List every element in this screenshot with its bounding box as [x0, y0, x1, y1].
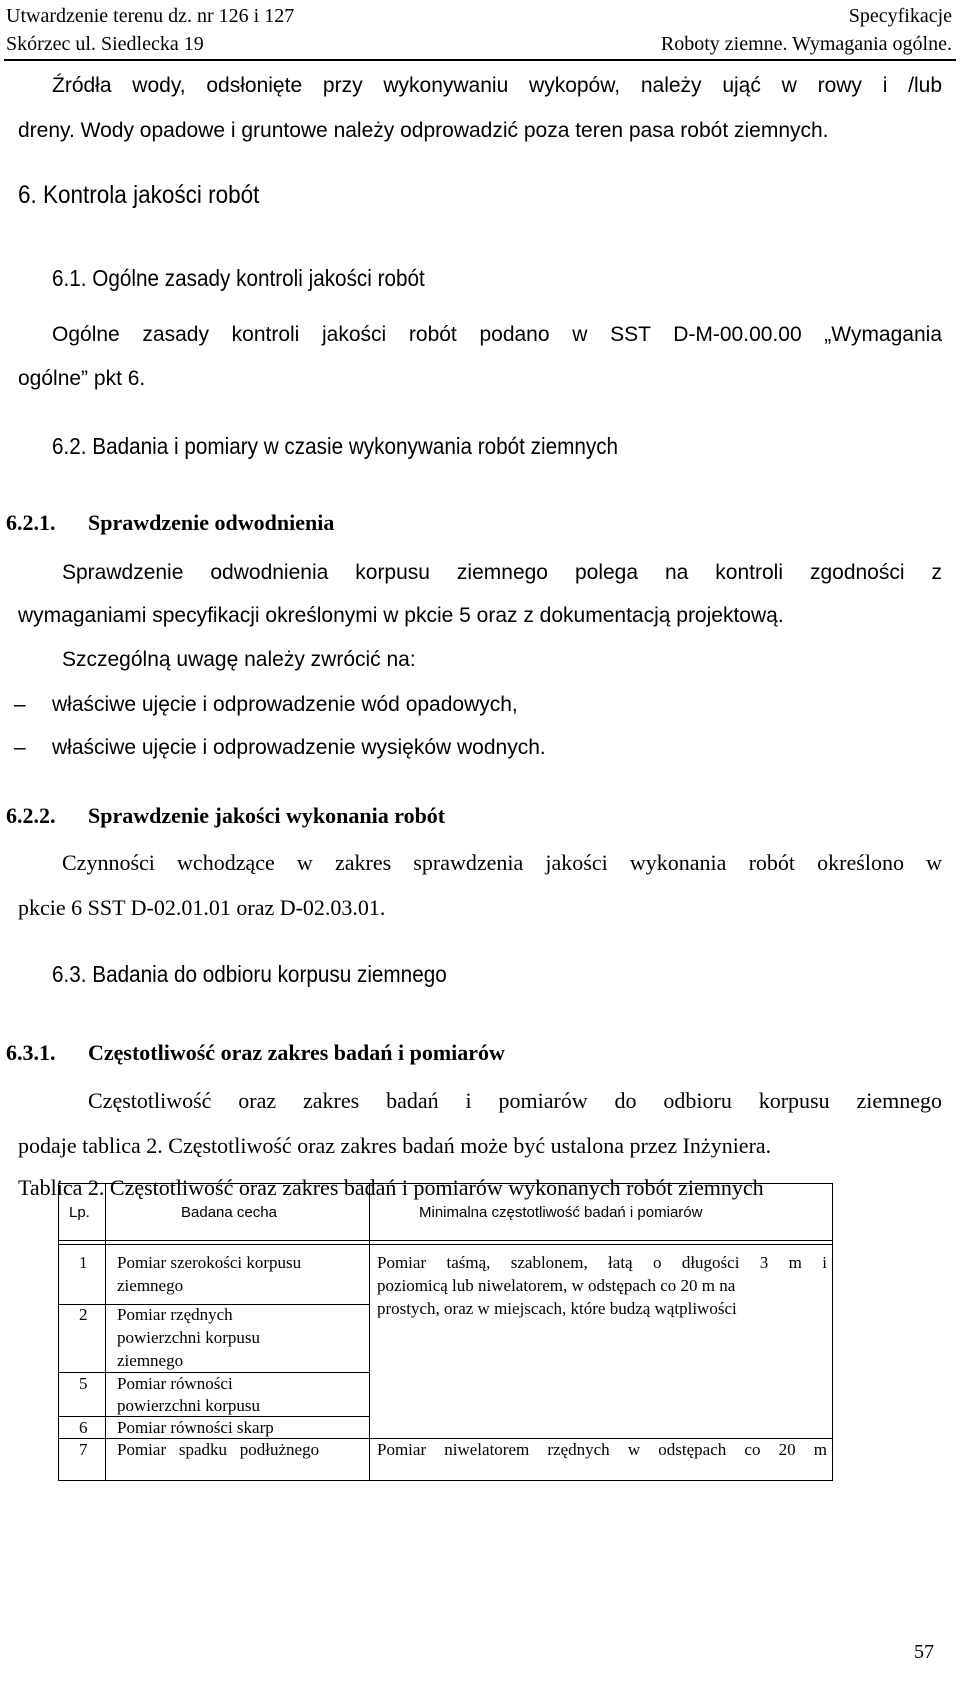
section-6-3-1-line2: podaje tablica 2. Częstotliwość oraz zakres badań może być ustalona przez Inżyniera. — [18, 1133, 772, 1158]
table-header-frequency: Minimalna częstotliwość badań i pomiarów — [419, 1204, 703, 1221]
section-6-3-1-number: 6.3.1. — [6, 1040, 56, 1065]
header-left-line2: Skórzec ul. Siedlecka 19 — [6, 33, 204, 55]
table-cell-lp: 2 — [79, 1305, 88, 1324]
section-6-2-2-line1: Czynności wchodzące w zakres sprawdzenia jakości wykonania robót określono w — [62, 850, 942, 875]
section-6-3-1-line1: Częstotliwość oraz zakres badań i pomiarów do odbioru korpusu ziemnego — [88, 1088, 942, 1113]
table-header-line — [59, 1244, 832, 1245]
table-cell-lp: 5 — [79, 1374, 88, 1393]
table-cell-feature: Pomiar równości — [117, 1374, 233, 1393]
section-6-2-1-number: 6.2.1. — [6, 510, 56, 535]
header-left-line1: Utwardzenie terenu dz. nr 126 i 127 — [6, 5, 295, 27]
table-cell-feature: powierzchni korpusu — [117, 1328, 261, 1347]
table-caption: Tablica 2. Częstotliwość oraz zakres badań i pomiarów wykonanych robót ziemnych — [18, 1175, 764, 1200]
table-col-line — [369, 1184, 370, 1480]
table-cell-lp: 7 — [79, 1440, 88, 1459]
table-header-lp: Lp. — [69, 1204, 90, 1221]
section-6-2-1-line1: Sprawdzenie odwodnienia korpusu ziemnego polega na kontroli zgodności z — [62, 561, 942, 584]
section-6-3-title: 6.3. Badania do odbioru korpusu ziemnego — [52, 961, 447, 987]
header-right-line1: Specyfikacje — [848, 5, 952, 27]
header-right-line2: Roboty ziemne. Wymagania ogólne. — [660, 33, 952, 55]
table-cell-feature: Pomiar szerokości korpusu — [117, 1253, 302, 1272]
table-cell-lp: 6 — [79, 1418, 88, 1437]
section-6-title: 6. Kontrola jakości robót — [18, 181, 260, 209]
table-cell-frequency: poziomicą lub niwelatorem, w odstępach co 20 m na — [377, 1276, 736, 1295]
section-6-2-1-line2: wymaganiami specyfikacji określonymi w pkcie 5 oraz z dokumentacją projektową. — [18, 604, 784, 627]
page-number: 57 — [914, 1641, 934, 1663]
table-header-line — [59, 1240, 832, 1241]
table-cell-lp: 1 — [79, 1253, 88, 1272]
section-6-3-1-title: Częstotliwość oraz zakres badań i pomiarów — [88, 1040, 505, 1065]
table-cell-feature: Pomiar równości skarp — [117, 1418, 274, 1437]
section-6-2-2-number: 6.2.2. — [6, 803, 56, 828]
frequency-table — [58, 1183, 833, 1481]
table-cell-feature: powierzchni korpusu — [117, 1396, 261, 1415]
table-cell-feature: Pomiar rzędnych — [117, 1305, 233, 1324]
intro-line2: dreny. Wody opadowe i gruntowe należy odprowadzić poza teren pasa robót ziemnych. — [18, 119, 829, 142]
table-cell-frequency: Pomiar taśmą, szablonem, łatą o długości 3 m i — [377, 1253, 827, 1272]
bullet-mark: – — [14, 736, 26, 759]
section-6-2-1-title: Sprawdzenie odwodnienia — [88, 510, 335, 535]
section-6-2-2-line2: pkcie 6 SST D-02.01.01 oraz D-02.03.01. — [18, 895, 386, 920]
table-col-line — [105, 1184, 106, 1480]
bullet-item: właściwe ujęcie i odprowadzenie wysięków wodnych. — [52, 736, 546, 759]
section-6-2-1-line3: Szczególną uwagę należy zwrócić na: — [62, 648, 416, 671]
section-6-1-title: 6.1. Ogólne zasady kontroli jakości robót — [52, 265, 425, 291]
table-cell-feature: ziemnego — [117, 1276, 184, 1295]
bullet-mark: – — [14, 693, 26, 716]
table-cell-feature: ziemnego — [117, 1351, 184, 1370]
table-cell-frequency: prostych, oraz w miejscach, które budzą wątpliwości — [377, 1299, 737, 1318]
bullet-item: właściwe ujęcie i odprowadzenie wód opadowych, — [52, 693, 518, 716]
section-6-2-2-title: Sprawdzenie jakości wykonania robót — [88, 803, 446, 828]
table-header-feature: Badana cecha — [181, 1204, 277, 1221]
table-cell-feature: Pomiar spadku podłużnego — [117, 1440, 320, 1459]
intro-line1: Źródła wody, odsłonięte przy wykonywaniu wykopów, należy ująć w rowy i /lub — [52, 74, 942, 97]
section-6-1-line2: ogólne” pkt 6. — [18, 367, 146, 390]
section-6-2-title: 6.2. Badania i pomiary w czasie wykonywania robót ziemnych — [52, 433, 619, 459]
header-rule — [4, 59, 956, 61]
table-cell-frequency: Pomiar niwelatorem rzędnych w odstępach co 20 m — [377, 1440, 827, 1459]
section-6-1-line1: Ogólne zasady kontroli jakości robót podano w SST D-M-00.00.00 „Wymagania — [52, 323, 942, 346]
